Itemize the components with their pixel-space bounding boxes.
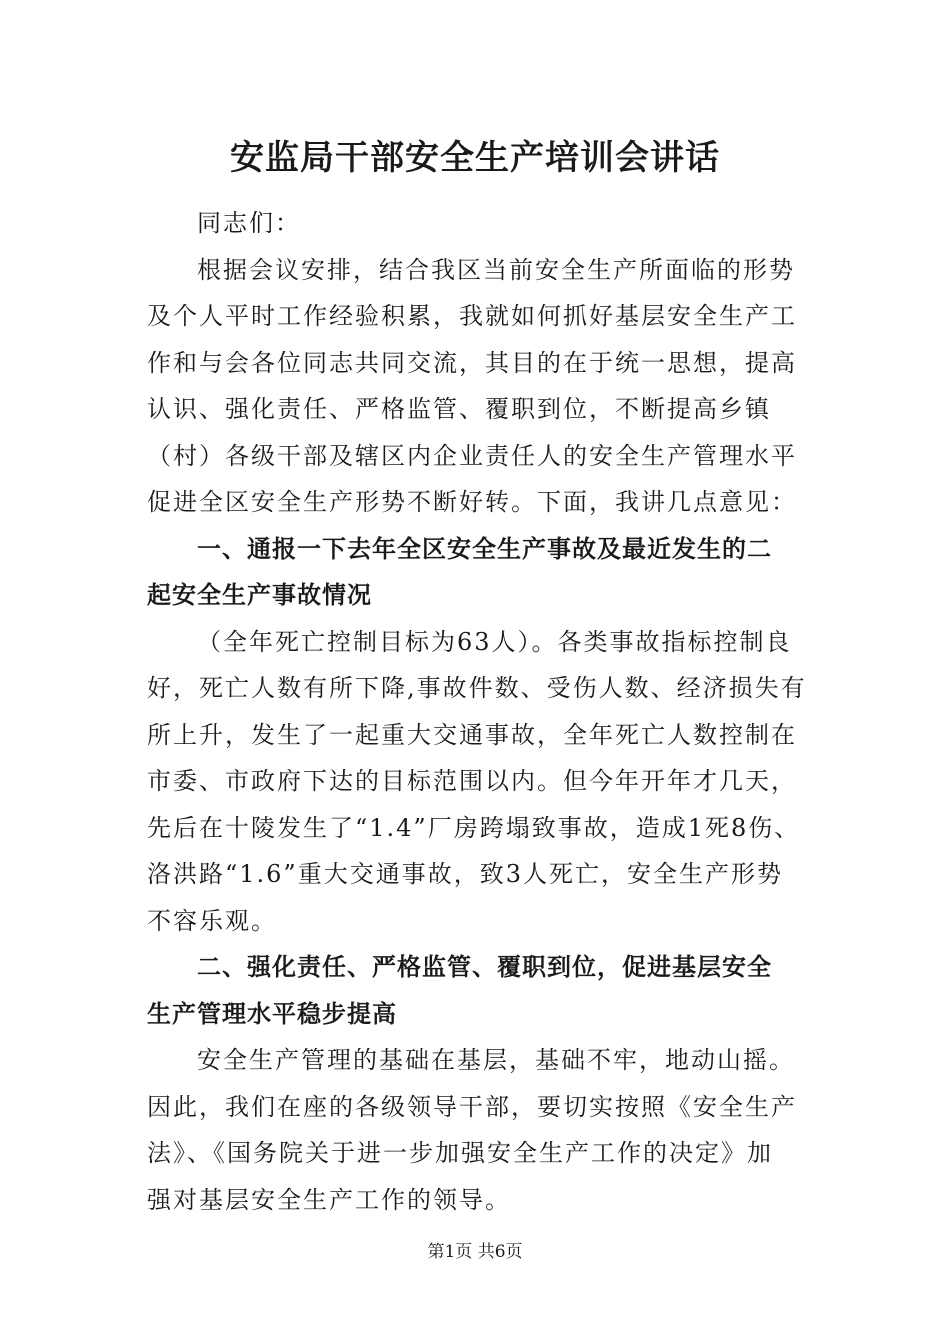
paragraph-line: 法》、《国务院关于进一步加强安全生产工作的决定》加	[147, 1139, 773, 1167]
paragraph-line: 认识、强化责任、严格监管、覆职到位，不断提高乡镇	[147, 395, 771, 423]
paragraph-line: 根据会议安排，结合我区当前安全生产所面临的形势	[197, 255, 795, 284]
paragraph-line: 先后在十陵发生了“1.4”厂房跨塌致事故，造成1死8伤、	[147, 813, 801, 842]
paragraph-line: 作和与会各位同志共同交流，其目的在于统一思想，提高	[147, 348, 797, 377]
section-heading: 生产管理水平稳步提高	[147, 999, 397, 1028]
paragraph-line: 因此，我们在座的各级领导干部，要切实按照《安全生产	[147, 1092, 797, 1121]
paragraph-line: 强对基层安全生产工作的领导。	[147, 1185, 511, 1214]
paragraph-line: （全年死亡控制目标为63人）。各类事故指标控制良	[197, 627, 792, 656]
page-indicator: 第1页 共6页	[427, 1242, 523, 1262]
document-title: 安监局干部安全生产培训会讲话	[230, 138, 720, 178]
paragraph-line: 所上升，发生了一起重大交通事故，全年死亡人数控制在	[147, 720, 797, 749]
paragraph-line: 市委、市政府下达的目标范围以内。但今年开年才几天，	[147, 767, 797, 795]
paragraph-line: 好，死亡人数有所下降,事故件数、受伤人数、经济损失有	[147, 674, 807, 702]
paragraph-line: 促进全区安全生产形势不断好转。下面，我讲几点意见：	[147, 488, 797, 516]
paragraph-line: 不容乐观。	[147, 906, 277, 935]
paragraph-line: 安全生产管理的基础在基层，基础不牢，地动山摇。	[197, 1046, 795, 1074]
paragraph-line: 及个人平时工作经验积累，我就如何抓好基层安全生产工	[147, 302, 797, 330]
section-heading: 起安全生产事故情况	[147, 581, 372, 609]
salutation: 同志们：	[197, 209, 301, 237]
paragraph-line: 洛洪路“1.6”重大交通事故，致3人死亡，安全生产形势	[147, 860, 783, 888]
document-body	[147, 200, 807, 1223]
section-heading: 二、强化责任、严格监管、覆职到位，促进基层安全	[197, 953, 772, 981]
section-heading: 一、通报一下去年全区安全生产事故及最近发生的二	[197, 534, 772, 563]
paragraph-line: （村）各级干部及辖区内企业责任人的安全生产管理水平	[147, 441, 797, 470]
